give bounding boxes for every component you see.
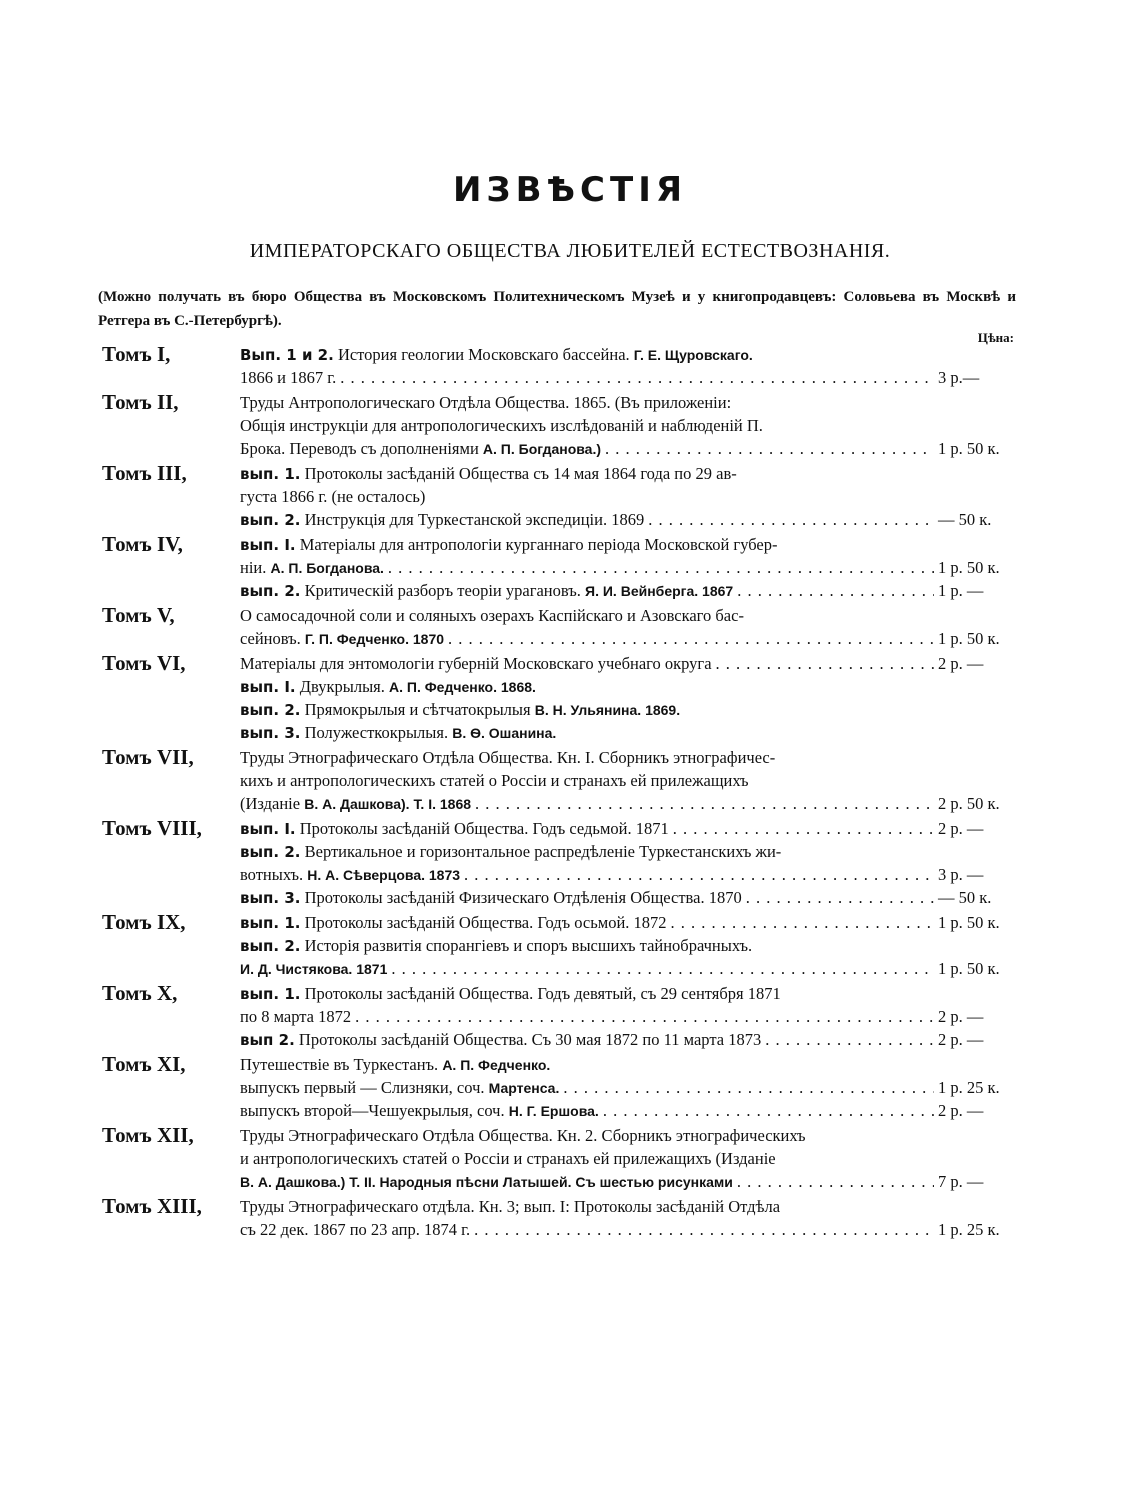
entry-line (240, 957, 1020, 980)
entry-price: 1 р. 50 к. (938, 439, 1000, 458)
volume-label: Томъ XI, (102, 1052, 186, 1076)
volume-body (240, 1053, 1020, 1122)
entry-line (240, 652, 1020, 675)
entry-price: 2 р. — (938, 654, 984, 673)
issue-number: вып. I. (240, 820, 296, 838)
entry-title: сейновъ. (240, 629, 305, 648)
entry-title: Вертикальное и горизонтальное распредѣленіе Туркестанскихъ жи- (300, 842, 782, 861)
entry-line (240, 533, 1020, 556)
entry-text (240, 677, 536, 696)
volume-entry (0, 533, 1140, 602)
entry-line (240, 840, 1020, 863)
entry-line (240, 817, 1020, 840)
volume-gap (0, 1241, 1140, 1243)
issue-number: вып 2. (240, 1031, 295, 1049)
entry-text (240, 1170, 733, 1193)
leader-dots (671, 911, 934, 934)
entry-line (240, 863, 1020, 886)
entry-line (240, 462, 1020, 485)
volume-label: Томъ VIII, (102, 816, 202, 840)
volume-entry (0, 1195, 1140, 1241)
entry-text (240, 1099, 599, 1122)
entry-author: В. Ѳ. Ошанина. (452, 725, 557, 741)
issue-number: вып. 1. (240, 465, 301, 483)
entry-text (240, 771, 749, 790)
entry-price: 1 р. 50 к. (938, 913, 1000, 932)
entry-price: 1 р. 50 к. (938, 629, 1000, 648)
entry-price: 1 р. — (938, 581, 984, 600)
entry-text (240, 627, 444, 650)
entry-title: и антропологическихъ статей о Россіи и странахъ ей прилежащихъ (Изданіе (240, 1149, 776, 1168)
entry-price: — 50 к. (938, 888, 992, 907)
entry-author: И. Д. Чистякова. 1871 (240, 961, 388, 977)
volume-label: Томъ VII, (102, 745, 194, 769)
entry-price: 2 р. — (938, 1101, 984, 1120)
entry-title: вотныхъ. (240, 865, 308, 884)
entry-title: Исторія развитія спорангіевъ и споръ высшихъ тайнобрачныхъ. (300, 936, 753, 955)
entry-line (240, 627, 1020, 650)
entry-line (240, 485, 1020, 508)
entry-title: Труды Этнографическаго Отдѣла Общества. Кн. I. Сборникъ этнографичес- (240, 748, 776, 767)
entry-line (240, 792, 1020, 815)
entry-author: В. А. Дашкова). Т. I. 1868 (304, 796, 472, 812)
leader-dots (563, 1076, 934, 1099)
entry-line (240, 1170, 1020, 1193)
entry-price: 3 р.— (938, 368, 980, 387)
leader-dots (737, 579, 934, 602)
volume-label: Томъ I, (102, 342, 171, 366)
price-column-header: Цѣна: (977, 330, 1014, 345)
entry-text (240, 535, 777, 554)
leader-dots (388, 556, 934, 579)
entry-line (240, 721, 1020, 744)
volume-entry (0, 1124, 1140, 1193)
entry-text (240, 842, 781, 861)
entry-title: Путешествіе въ Туркестанъ. (240, 1055, 443, 1074)
leader-dots (746, 886, 934, 909)
entry-title: Матеріалы для энтомологіи губерній Московскаго учебнаго округа (240, 654, 712, 673)
leader-dots (605, 437, 934, 460)
volume-body (240, 817, 1020, 909)
entry-price: 2 р. — (938, 819, 984, 838)
volume-label: Томъ II, (102, 390, 179, 414)
entry-text (240, 792, 471, 815)
entry-author: А. П. Богданова.) (482, 441, 602, 457)
entry-title: Инструкція для Туркестанской экспедиціи. 1869 (300, 510, 645, 529)
entry-text (240, 1197, 780, 1216)
issue-number: вып. I. (240, 678, 296, 696)
leader-dots (391, 957, 934, 980)
volume-label: Томъ XII, (102, 1123, 194, 1147)
entry-author: В. Н. Ульянина. 1869. (534, 702, 681, 718)
entry-title: Критическій разборъ теоріи урагановъ. (300, 581, 586, 600)
entry-text (240, 911, 667, 934)
entry-text (240, 366, 336, 389)
entry-text (240, 556, 384, 579)
entry-price: 1 р. 50 к. (938, 558, 1000, 577)
entry-text (240, 393, 731, 412)
entry-author: А. П. Федченко. (442, 1057, 551, 1073)
entry-line (240, 366, 1020, 389)
volume-entry (0, 746, 1140, 815)
issue-number: вып. 3. (240, 724, 301, 742)
entry-text (240, 748, 775, 767)
leader-dots (603, 1099, 934, 1122)
entry-title: История геологии Московскаго бассейна. (333, 345, 634, 364)
volume-body (240, 1195, 1020, 1241)
entry-author: А. П. Федченко. 1868. (389, 679, 536, 695)
entry-line (240, 1053, 1020, 1076)
page-title: ИЗВѢСТІЯ (452, 170, 688, 210)
volume-label: Томъ VI, (102, 651, 186, 675)
volume-body (240, 462, 1020, 531)
volume-entry (0, 391, 1140, 460)
volume-entry (0, 604, 1140, 650)
entry-text (240, 863, 460, 886)
leader-dots (448, 627, 934, 650)
entry-title: кихъ и антропологическихъ статей о Россіи и странахъ ей прилежащихъ (240, 771, 749, 790)
entry-text (240, 1218, 470, 1241)
volume-body (240, 1124, 1020, 1193)
volume-label: Томъ V, (102, 603, 175, 627)
entry-price: — 50 к. (938, 510, 992, 529)
entry-title: выпускъ второй—Чешуекрылыя, соч. (240, 1101, 509, 1120)
leader-dots (716, 652, 934, 675)
volume-body (240, 533, 1020, 602)
entry-text (240, 1055, 550, 1074)
volume-body (240, 982, 1020, 1051)
entry-line (240, 1124, 1020, 1147)
entry-title: Протоколы засѣданій Общества съ 14 мая 1864 года по 29 ав- (300, 464, 737, 483)
volume-label: Томъ IX, (102, 910, 186, 934)
issue-number: вып. 2. (240, 511, 301, 529)
entry-author: В. А. Дашкова.) Т. II. Народныя пѣсни Латышей. Съ шестью рисунками (240, 1174, 733, 1190)
entry-text (240, 487, 425, 506)
entry-title: Протоколы засѣданій Общества. Съ 30 мая 1872 по 11 марта 1873 (294, 1030, 762, 1049)
volume-label: Томъ IV, (102, 532, 183, 556)
entry-title: Протоколы засѣданій Общества. Годъ седьмой. 1871 (295, 819, 669, 838)
entry-text (240, 579, 733, 602)
entry-title: (Изданіе (240, 794, 305, 813)
entry-text (240, 1005, 351, 1028)
entry-line (240, 1218, 1020, 1241)
entry-text (240, 1028, 761, 1051)
entry-text (240, 886, 742, 909)
leader-dots (474, 1218, 934, 1241)
entry-line (240, 414, 1020, 437)
entry-text (240, 936, 752, 955)
entry-price: 7 р. — (938, 1172, 984, 1191)
volume-label: Томъ XIII, (102, 1194, 202, 1218)
entry-line (240, 343, 1020, 366)
entry-text (240, 1149, 776, 1168)
entry-title: Матеріалы для антропологіи курганнаго періода Московской губер- (295, 535, 778, 554)
issue-number: вып. 2. (240, 937, 301, 955)
entry-line (240, 1005, 1020, 1028)
issue-number: вып. 2. (240, 701, 301, 719)
issue-number: вып. I. (240, 536, 296, 554)
entry-title: Прямокрылыя и сѣтчатокрылыя (300, 700, 535, 719)
volume-label: Томъ X, (102, 981, 178, 1005)
entry-title: Двукрылыя. (295, 677, 389, 696)
entry-text (240, 723, 556, 742)
entry-title: ніи. (240, 558, 271, 577)
leader-dots (340, 366, 934, 389)
entry-line (240, 982, 1020, 1005)
entry-line (240, 391, 1020, 414)
entry-author: Г. П. Федченко. 1870 (304, 631, 445, 647)
society-name: ИМПЕРАТОРСКАГО ОБЩЕСТВА ЛЮБИТЕЛЕЙ ЕСТЕСТВОЗНАНІЯ. (249, 240, 891, 262)
entry-title: Протоколы засѣданій Физическаго Отдѣленія Общества. 1870 (300, 888, 742, 907)
entry-line (240, 437, 1020, 460)
entry-line (240, 1076, 1020, 1099)
volume-body (240, 746, 1020, 815)
leader-dots (765, 1028, 934, 1051)
entry-price: 2 р. — (938, 1030, 984, 1049)
entry-line (240, 769, 1020, 792)
entry-text (240, 652, 712, 675)
volume-body (240, 911, 1020, 980)
volume-entry (0, 462, 1140, 531)
entry-author: Г. Е. Щуровскаго. (633, 347, 753, 363)
entry-title: Труды Этнографическаго Отдѣла Общества. Кн. 2. Сборникъ этнографическихъ (240, 1126, 806, 1145)
volume-body (240, 604, 1020, 650)
entry-title: Труды Этнографическаго отдѣла. Кн. 3; вып. I: Протоколы засѣданій Отдѣла (240, 1197, 781, 1216)
leader-dots (355, 1005, 934, 1028)
volume-entry (0, 343, 1140, 389)
entry-text (240, 957, 387, 980)
entry-text (240, 606, 744, 625)
entry-line (240, 1028, 1020, 1051)
entry-line (240, 508, 1020, 531)
entry-line (240, 1147, 1020, 1170)
entry-line (240, 746, 1020, 769)
entry-title: Брока. Переводъ съ дополненіями (240, 439, 483, 458)
volume-label: Томъ III, (102, 461, 187, 485)
entry-title: Протоколы засѣданій Общества. Годъ осьмой. 1872 (300, 913, 667, 932)
entry-text (240, 984, 781, 1003)
entry-line (240, 1195, 1020, 1218)
entry-title: съ 22 дек. 1867 по 23 апр. 1874 г. (240, 1220, 471, 1239)
availability-note: (Можно получать въ бюро Общества въ Московскомъ Политехническомъ Музеѣ и у книгопродавцевъ: Соловьева въ Москвѣ и Ретгера въ С.-Петербургѣ). (98, 289, 1016, 329)
volume-entry (0, 652, 1140, 744)
entry-price: 3 р. — (938, 865, 984, 884)
entry-title: густа 1866 г. (не осталось) (240, 487, 426, 506)
volume-body (240, 391, 1020, 460)
issue-number: вып. 2. (240, 582, 301, 600)
entry-title: выпускъ первый — Слизняки, соч. (240, 1078, 489, 1097)
entry-price: 2 р. 50 к. (938, 794, 1000, 813)
entry-title: 1866 и 1867 г. (240, 368, 337, 387)
entry-line (240, 911, 1020, 934)
entry-text (240, 1076, 559, 1099)
entry-line (240, 556, 1020, 579)
volume-body (240, 343, 1020, 389)
entry-text (240, 508, 644, 531)
entry-line (240, 579, 1020, 602)
leader-dots (737, 1170, 934, 1193)
entry-text (240, 345, 753, 364)
issue-number: Вып. 1 и 2. (240, 346, 334, 364)
entry-author: А. П. Богданова. (270, 560, 384, 576)
entry-line (240, 698, 1020, 721)
volume-entry (0, 982, 1140, 1051)
issue-number: вып. 1. (240, 985, 301, 1003)
issue-number: вып. 1. (240, 914, 301, 932)
entry-line (240, 604, 1020, 627)
leader-dots (475, 792, 934, 815)
entry-title: О самосадочной соли и соляныхъ озерахъ Каспійскаго и Азовскаго бас- (240, 606, 744, 625)
entry-line (240, 934, 1020, 957)
entry-text (240, 700, 680, 719)
entry-text (240, 416, 763, 435)
entry-line (240, 675, 1020, 698)
entry-price: 1 р. 25 к. (938, 1220, 1000, 1239)
entry-title: по 8 марта 1872 (240, 1007, 352, 1026)
entry-title: Труды Антропологическаго Отдѣла Общества. 1865. (Въ приложеніи: (240, 393, 732, 412)
leader-dots (648, 508, 934, 531)
entry-title: Общія инструкціи для антропологическихъ изслѣдованій и наблюденій П. (240, 416, 763, 435)
entry-text (240, 464, 737, 483)
volume-entry (0, 817, 1140, 909)
volume-listing (0, 343, 1140, 1243)
issue-number: вып. 2. (240, 843, 301, 861)
entry-price: 2 р. — (938, 1007, 984, 1026)
leader-dots (673, 817, 934, 840)
volume-body (240, 652, 1020, 744)
entry-price: 1 р. 50 к. (938, 959, 1000, 978)
leader-dots (464, 863, 934, 886)
entry-author: Н. Г. Ершова. (508, 1103, 599, 1119)
entry-author: Н. А. Сѣверцова. 1873 (307, 867, 461, 883)
volume-entry (0, 1053, 1140, 1122)
entry-line (240, 886, 1020, 909)
entry-author: Я. И. Вейнберга. 1867 (585, 583, 734, 599)
entry-text (240, 1126, 806, 1145)
entry-title: Протоколы засѣданій Общества. Годъ девятый, съ 29 сентября 1871 (300, 984, 781, 1003)
issue-number: вып. 3. (240, 889, 301, 907)
entry-text (240, 817, 669, 840)
entry-line (240, 1099, 1020, 1122)
entry-title: Полужесткокрылыя. (300, 723, 453, 742)
entry-author: Мартенса. (488, 1080, 560, 1096)
entry-text (240, 437, 601, 460)
entry-price: 1 р. 25 к. (938, 1078, 1000, 1097)
volume-entry (0, 911, 1140, 980)
